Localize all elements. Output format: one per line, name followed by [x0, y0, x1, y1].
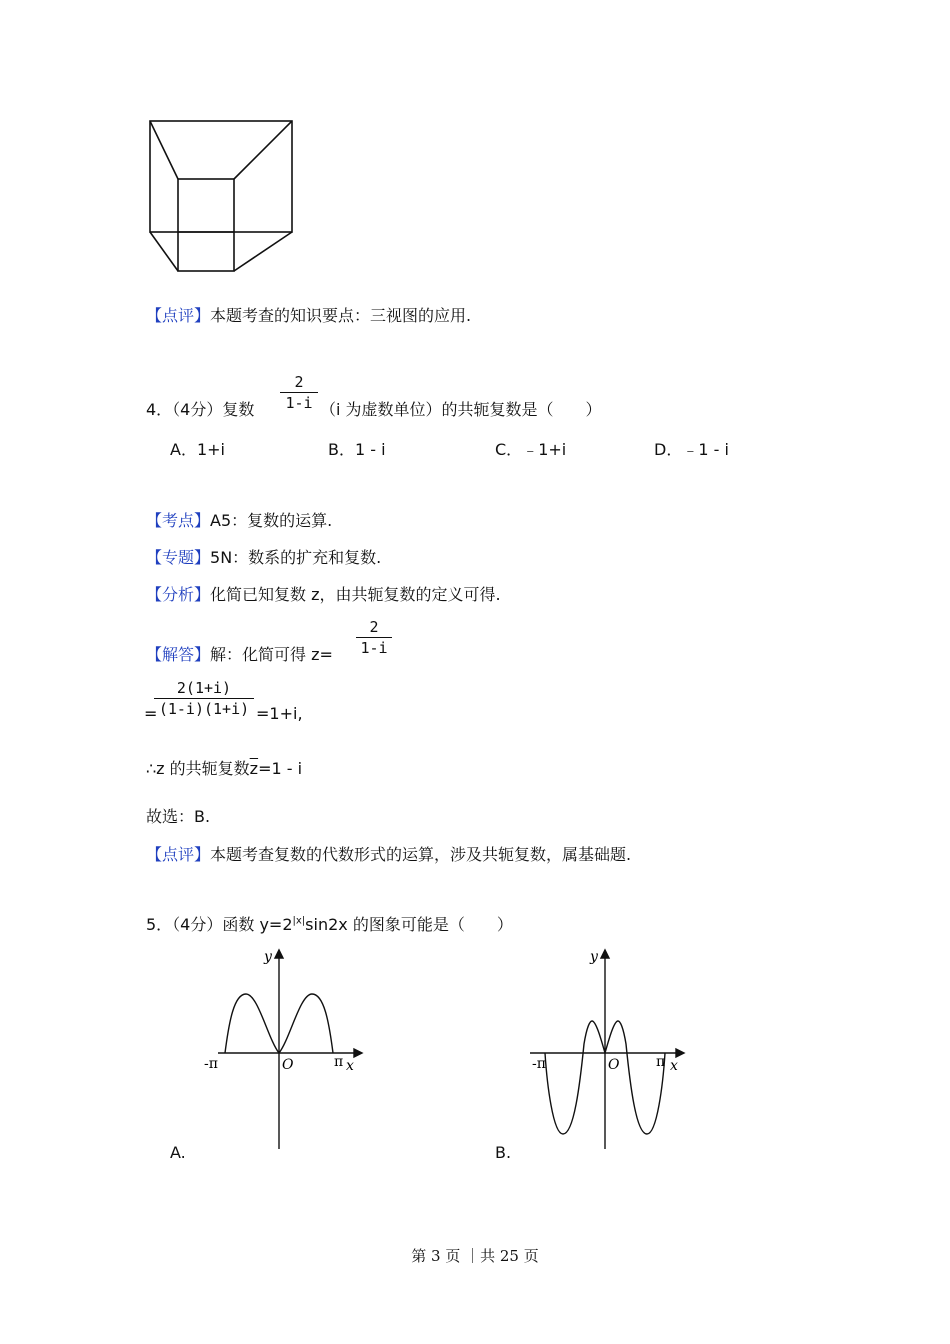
graph-b [520, 944, 700, 1154]
conjugate-line: ∴z 的共轭复数$\overline{z}=1 - i$ [146, 759, 303, 778]
x-label: x [670, 1058, 678, 1074]
q5-stem: 5．（4分）函数 $y=2^{|x|}\sin 2x$ 的图象可能是（ ） [146, 915, 513, 934]
three-view-figure [140, 112, 310, 282]
origin-label: O [608, 1057, 620, 1073]
review-text: 本题考查的知识要点：三视图的应用. [210, 306, 472, 325]
left-tick: -π [204, 1056, 218, 1072]
y-label: y [264, 949, 272, 965]
x-label: x [346, 1058, 354, 1074]
y-label: y [590, 949, 598, 965]
q3-review [146, 303, 471, 326]
fraction-numerator: 2 [280, 373, 318, 393]
q4-stem-prefix: 4．（4分）复数 [146, 400, 255, 419]
jieda-fraction: $\frac{2}{1-i}$ [356, 618, 392, 657]
option-b-label: B. [495, 1143, 512, 1162]
left-tick: -π [532, 1056, 546, 1072]
step-fraction: $\frac{2(1+i)}{(1-i)(1+i)}$ [154, 679, 254, 718]
right-tick: π [334, 1054, 344, 1070]
q4-zhuanti: 【专题】5N：数系的扩充和复数. [146, 548, 382, 567]
q4-answer: 故选：B. [146, 807, 211, 826]
fraction-denominator: 1-i [285, 394, 313, 412]
y-axis-arrow [275, 950, 283, 958]
step-equals: = [144, 704, 158, 723]
q4-option-c: C．﹣1+i [495, 440, 567, 459]
step-result: =1+i, [256, 704, 303, 723]
q4-stem-suffix: （i 为虚数单位）的共轭复数是（ ） [320, 400, 602, 419]
x-axis-arrow [354, 1049, 362, 1057]
review-tag: 【点评】 [146, 306, 211, 325]
q4-review: 【点评】本题考查复数的代数形式的运算，涉及共轭复数，属基础题. [146, 845, 632, 864]
x-axis-arrow [676, 1049, 684, 1057]
q4-kaodian: 【考点】A5：复数的运算. [146, 511, 333, 530]
q4-option-a: A．1+i [170, 440, 225, 459]
origin-label: O [282, 1057, 294, 1073]
page-footer: 第 3 页 ｜共 25 页 [411, 1247, 539, 1265]
q4-fraction [280, 373, 318, 412]
option-a-label: A. [170, 1143, 186, 1162]
y-axis-arrow [601, 950, 609, 958]
graph-a [196, 944, 376, 1154]
q4-option-b: B．1 - i [328, 440, 386, 459]
q4-fenxi: 【分析】化简已知复数 z，由共轭复数的定义可得. [146, 585, 501, 604]
q4-option-d: D．﹣1 - i [654, 440, 729, 459]
q4-jieda: 【解答】解：化简可得 z= [146, 645, 333, 664]
right-tick: π [656, 1054, 666, 1070]
